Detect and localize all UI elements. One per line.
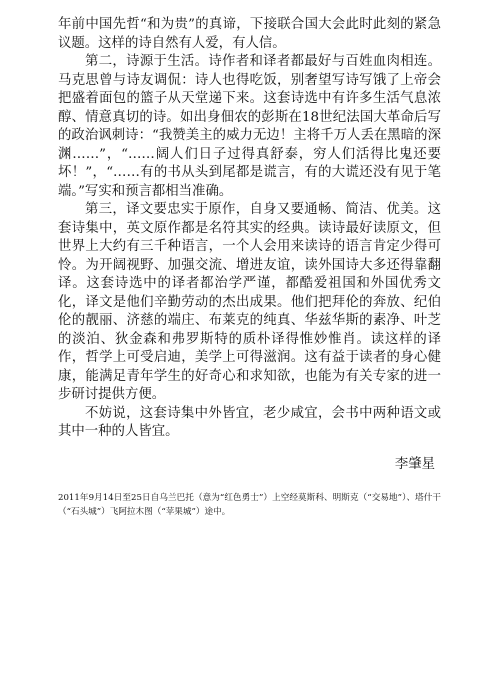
paragraph-second-point: 第二，诗源于生活。诗作者和译者都最好与百姓血肉相连。马克思曾与诗友调侃：诗人也得吃饭，别奢望写诗写饿了上帝会把盛着面包的篮子从天堂递下来。这套诗选中有许多生活气息浓醇、情意真切的诗。如出身佃农的彭斯在18世纪法国大革命后写的政治讽刺诗：“我赞美主的威力无边！主将千万人丢在黑暗的深渊……”，“……阔人们日子过得真舒泰，穷人们活得比鬼还要坏！”，“……有的书从头到尾都是谎言，有的大谎还没有见于笔端。”写实和预言都相当准确。 [58, 54, 441, 199]
date-place-note: 2011年9月14日至25日自乌兰巴托（意为“红色勇士”）上空经莫斯科、明斯克（“交易地”）、塔什干（“石头城”）飞阿拉木图（“苹果城”）途中。 [58, 493, 441, 517]
paragraph-third-point: 第三，译文要忠实于原作，自身又要通畅、简洁、优美。这套诗集中，英文原作都是名符其实的经典。读诗最好读原文，但世界上大约有三千种语言，一个人会用来读诗的语言肯定少得可怜。为开阔视野、加强交流、增进友谊，读外国诗大多还得靠翻译。这套诗选中的译者都治学严谨，都酷爱祖国和外国优秀文化，译文是他们辛勤劳动的杰出成果。他们把拜伦的奔放、纪伯伦的靓丽、济慈的端庄、布莱克的纯真、华兹华斯的素净、叶芝的淡泊、狄金森和弗罗斯特的质朴译得惟妙惟肖。读这样的译作，哲学上可受启迪，美学上可得滋润。这有益于读者的身心健康，能满足青年学生的好奇心和求知欲，也能为有关专家的进一步研讨提供方便。 [58, 202, 441, 402]
paragraph-continuation: 年前中国先哲“和为贵”的真谛，下接联合国大会此时此刻的紧急议题。这样的诗自然有人爱，有人信。 [58, 17, 441, 51]
paragraph-conclusion: 不妨说，这套诗集中外皆宜，老少咸宜，会书中两种语文或其中一种的人皆宜。 [58, 405, 441, 439]
document-page [58, 16, 441, 519]
author-signature: 李肇星 [394, 456, 435, 472]
